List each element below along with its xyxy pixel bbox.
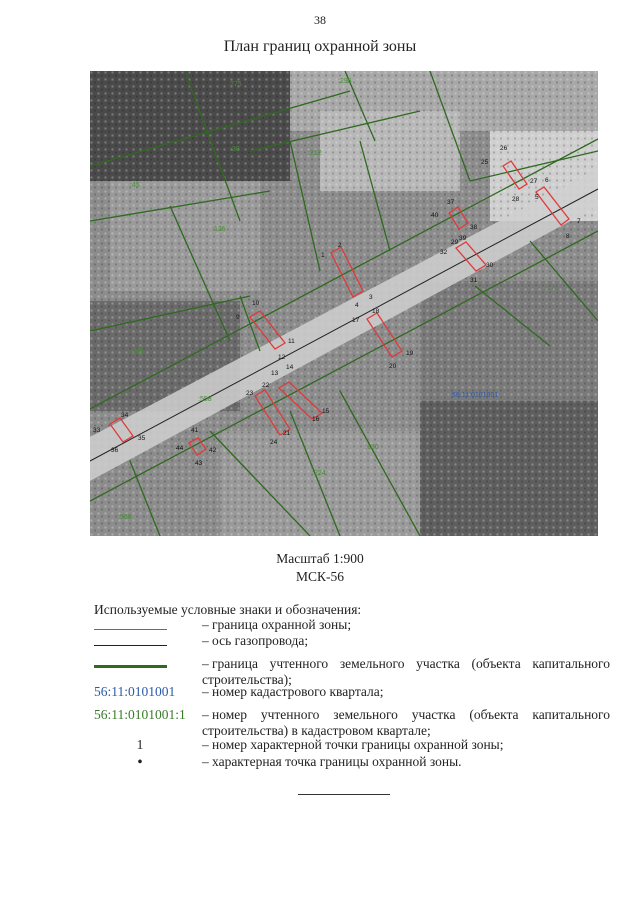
- zone-line-symbol: [94, 629, 167, 630]
- point-label: 40: [431, 212, 439, 219]
- point-label: 2: [338, 242, 342, 249]
- point-label: 26: [500, 145, 508, 152]
- point-label: 21: [283, 430, 291, 437]
- parcel-label: :224: [312, 470, 326, 477]
- legend-text: номер характерной точки границы охранной зоны;: [212, 737, 504, 752]
- quarter-label: 56:11:0101001: [452, 392, 499, 399]
- parcel-line-symbol: [94, 665, 167, 668]
- point-number-symbol: 1: [136, 737, 144, 752]
- parcel-label: :568: [118, 514, 132, 521]
- point-label: 20: [389, 363, 397, 370]
- point-label: 8: [566, 233, 570, 240]
- point-label: 23: [246, 390, 254, 397]
- quarter-number-symbol: 56:11:0101001: [94, 684, 176, 699]
- point-label: 27: [530, 178, 538, 185]
- point-label: 31: [470, 277, 478, 284]
- point-label: 22: [262, 382, 270, 389]
- legend-text: характерная точка границы охранной зоны.: [212, 754, 462, 769]
- point-label: 25: [481, 159, 489, 166]
- point-label: 19: [406, 350, 414, 357]
- end-divider: [298, 794, 390, 795]
- point-label: 13: [271, 370, 279, 377]
- point-label: 28: [512, 196, 520, 203]
- coordinate-system: МСК-56: [295, 569, 344, 584]
- point-label: 29: [451, 239, 459, 246]
- point-label: 5: [535, 194, 539, 201]
- parcel-label: :45: [130, 182, 140, 189]
- parcel-label: :558: [198, 396, 212, 403]
- axis-line-symbol: [94, 645, 167, 646]
- parcel-label: :275: [228, 81, 242, 88]
- point-label: 4: [355, 302, 359, 309]
- parcel-label: :130: [365, 444, 379, 451]
- point-label: 33: [93, 427, 101, 434]
- parcel-label: :298: [338, 78, 352, 85]
- point-label: 10: [252, 300, 260, 307]
- parcel-label: :165: [130, 348, 144, 355]
- point-label: 14: [286, 364, 294, 371]
- legend-text: ось газопровода;: [212, 633, 309, 648]
- point-label: 16: [312, 416, 320, 423]
- point-label: 3: [369, 294, 373, 301]
- map-scale: Масштаб 1:900: [276, 551, 364, 566]
- parcel-label: :126: [212, 226, 226, 233]
- map-canvas: [90, 71, 598, 536]
- point-label: 42: [209, 447, 217, 454]
- page-number: 38: [314, 13, 326, 27]
- map-scale-block: [0, 550, 640, 586]
- point-label: 41: [191, 427, 199, 434]
- page-title: План границ охранной зоны: [223, 38, 417, 55]
- point-dot-symbol: •: [137, 754, 143, 769]
- point-label: 12: [278, 354, 286, 361]
- point-label: 18: [372, 308, 380, 315]
- point-label: 17: [352, 317, 360, 324]
- point-label: 7: [577, 218, 581, 225]
- point-label: 34: [121, 412, 129, 419]
- point-label: 6: [545, 177, 549, 184]
- legend-text: граница охранной зоны;: [212, 617, 352, 632]
- legend-title: Используемые условные знаки и обозначения:: [94, 602, 362, 617]
- parcel-label: :38: [230, 146, 240, 153]
- point-label: 35: [138, 435, 146, 442]
- point-label: 30: [486, 262, 494, 269]
- point-label: 24: [270, 439, 278, 446]
- point-label: 43: [195, 460, 203, 467]
- aerial-map: [90, 71, 598, 536]
- parcel-label: :175: [545, 285, 559, 292]
- point-label: 39: [459, 235, 467, 242]
- point-label: 44: [176, 445, 184, 452]
- parcel-label: :212: [308, 150, 322, 157]
- legend-text: номер учтенного земельного участка (объекта капитального строительства) в кадастровом квартале;: [202, 707, 610, 738]
- point-label: 11: [288, 338, 295, 345]
- legend-text: граница учтенного земельного участка (объекта капитального строительства);: [202, 656, 610, 687]
- point-label: 36: [111, 447, 119, 454]
- point-label: 38: [470, 224, 478, 231]
- point-label: 9: [236, 314, 240, 321]
- parcel-number-symbol: 56:11:0101001:1: [94, 707, 186, 722]
- point-label: 32: [440, 249, 448, 256]
- point-label: 15: [322, 408, 330, 415]
- point-label: 1: [321, 252, 325, 259]
- legend-text: номер кадастрового квартала;: [212, 684, 384, 699]
- point-label: 37: [447, 199, 455, 206]
